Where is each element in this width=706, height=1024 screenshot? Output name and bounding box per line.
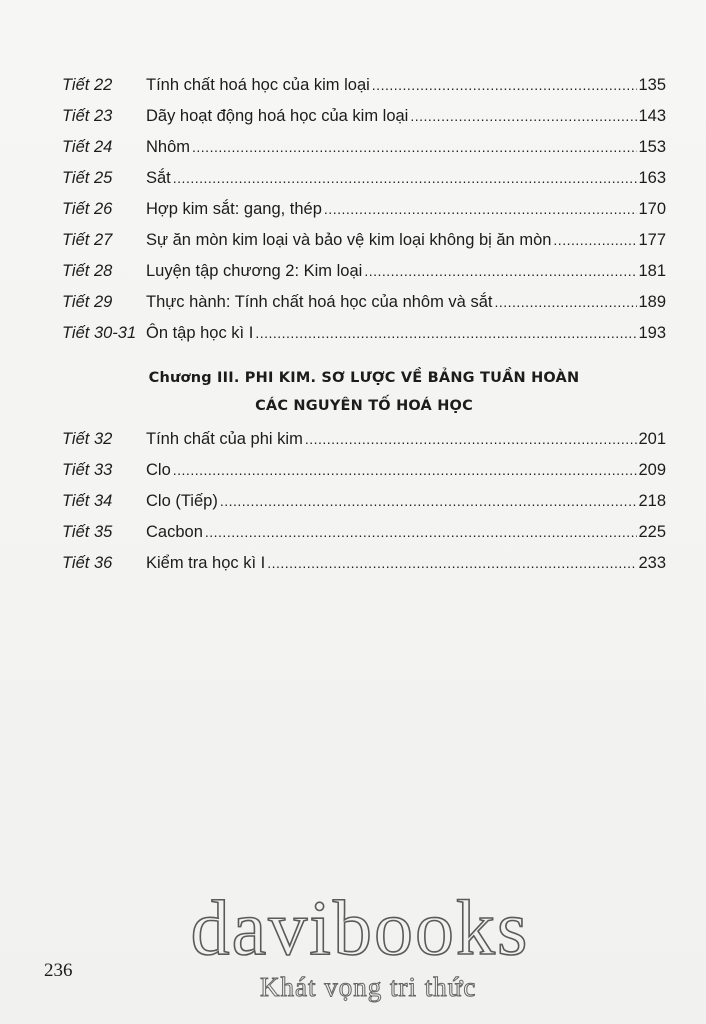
toc-title: Cacbon	[146, 523, 203, 541]
chapter-heading-line2: CÁC NGUYÊN TỐ HOÁ HỌC	[255, 398, 473, 414]
toc-page: 153	[638, 138, 666, 156]
toc-row	[62, 256, 666, 287]
toc-lesson: Tiết 35	[62, 523, 113, 541]
toc-title: Tính chất hoá học của kim loại	[146, 76, 370, 94]
davibooks-watermark	[150, 884, 570, 1003]
toc-leader	[553, 225, 637, 256]
toc-leader	[364, 256, 637, 287]
toc-lesson: Tiết 23	[62, 107, 113, 125]
page-number: 236	[44, 960, 73, 981]
toc-title: Luyện tập chương 2: Kim loại	[146, 262, 363, 280]
toc-leader	[410, 101, 637, 132]
watermark-slogan: Khát vọng tri thức	[260, 972, 477, 1002]
toc-lesson: Tiết 36	[62, 554, 113, 572]
toc-lesson: Tiết 25	[62, 169, 113, 187]
toc-lesson: Tiết 33	[62, 461, 113, 479]
toc-row	[62, 287, 666, 318]
toc-title: Tính chất của phi kim	[146, 430, 303, 448]
toc-row	[62, 424, 666, 455]
toc-lesson: Tiết 29	[62, 293, 113, 311]
toc-lesson: Tiết 26	[62, 200, 113, 218]
toc-page: 163	[638, 169, 666, 187]
toc-row	[62, 163, 666, 194]
toc-page: 181	[638, 262, 666, 280]
toc-page: 189	[638, 293, 666, 311]
toc-title: Kiểm tra học kì I	[146, 554, 266, 572]
toc-lesson: Tiết 22	[62, 76, 113, 94]
toc-leader	[372, 70, 638, 101]
toc-page: 193	[638, 324, 666, 342]
toc-title: Clo (Tiếp)	[146, 492, 218, 510]
chapter-heading	[62, 364, 666, 420]
toc-leader	[205, 517, 638, 548]
toc-row	[62, 194, 666, 225]
toc-title: Sự ăn mòn kim loại và bảo vệ kim loại không bị ăn mòn	[146, 231, 552, 249]
toc-leader	[255, 318, 637, 349]
toc-title: Ôn tập học kì I	[146, 324, 254, 342]
toc-row	[62, 70, 666, 101]
toc-leader	[220, 486, 638, 517]
toc-leader	[305, 424, 638, 455]
toc-lesson: Tiết 32	[62, 430, 113, 448]
toc-title: Clo	[146, 461, 171, 479]
toc-page: 135	[638, 76, 666, 94]
toc-leader	[494, 287, 637, 318]
toc-leader	[267, 548, 637, 579]
toc-title: Sắt	[146, 169, 171, 187]
toc-lesson: Tiết 34	[62, 492, 113, 510]
toc-page: 201	[638, 430, 666, 448]
toc-page: 177	[638, 231, 666, 249]
toc-lesson: Tiết 30-31	[62, 324, 137, 342]
toc-lesson: Tiết 27	[62, 231, 113, 249]
toc-row	[62, 486, 666, 517]
toc-leader	[324, 194, 638, 225]
toc-lesson: Tiết 28	[62, 262, 113, 280]
toc-lesson: Tiết 24	[62, 138, 113, 156]
toc-page: 170	[638, 200, 666, 218]
toc-list-metals	[62, 70, 666, 349]
toc-row	[62, 225, 666, 256]
toc-row	[62, 455, 666, 486]
toc-page: 143	[638, 107, 666, 125]
toc-leader	[173, 455, 638, 486]
toc-list-nonmetals	[62, 424, 666, 579]
toc-title: Hợp kim sắt: gang, thép	[146, 200, 322, 218]
toc-page: 225	[638, 523, 666, 541]
toc-row	[62, 517, 666, 548]
toc-row	[62, 101, 666, 132]
toc-row	[62, 132, 666, 163]
chapter-heading-line1: Chương III. PHI KIM. SƠ LƯỢC VỀ BẢNG TUẦN HOÀN	[148, 370, 580, 386]
toc-leader	[192, 132, 637, 163]
toc-title: Dãy hoạt động hoá học của kim loại	[146, 107, 409, 125]
toc-row	[62, 548, 666, 579]
toc-title: Nhôm	[146, 138, 191, 156]
toc-page: 218	[638, 492, 666, 510]
toc-page: 209	[638, 461, 666, 479]
toc-row	[62, 318, 666, 349]
watermark-logo: davibooks	[190, 884, 530, 971]
toc-leader	[173, 163, 638, 194]
toc-page: 233	[638, 554, 666, 572]
toc-title: Thực hành: Tính chất hoá học của nhôm và sắt	[146, 293, 493, 311]
